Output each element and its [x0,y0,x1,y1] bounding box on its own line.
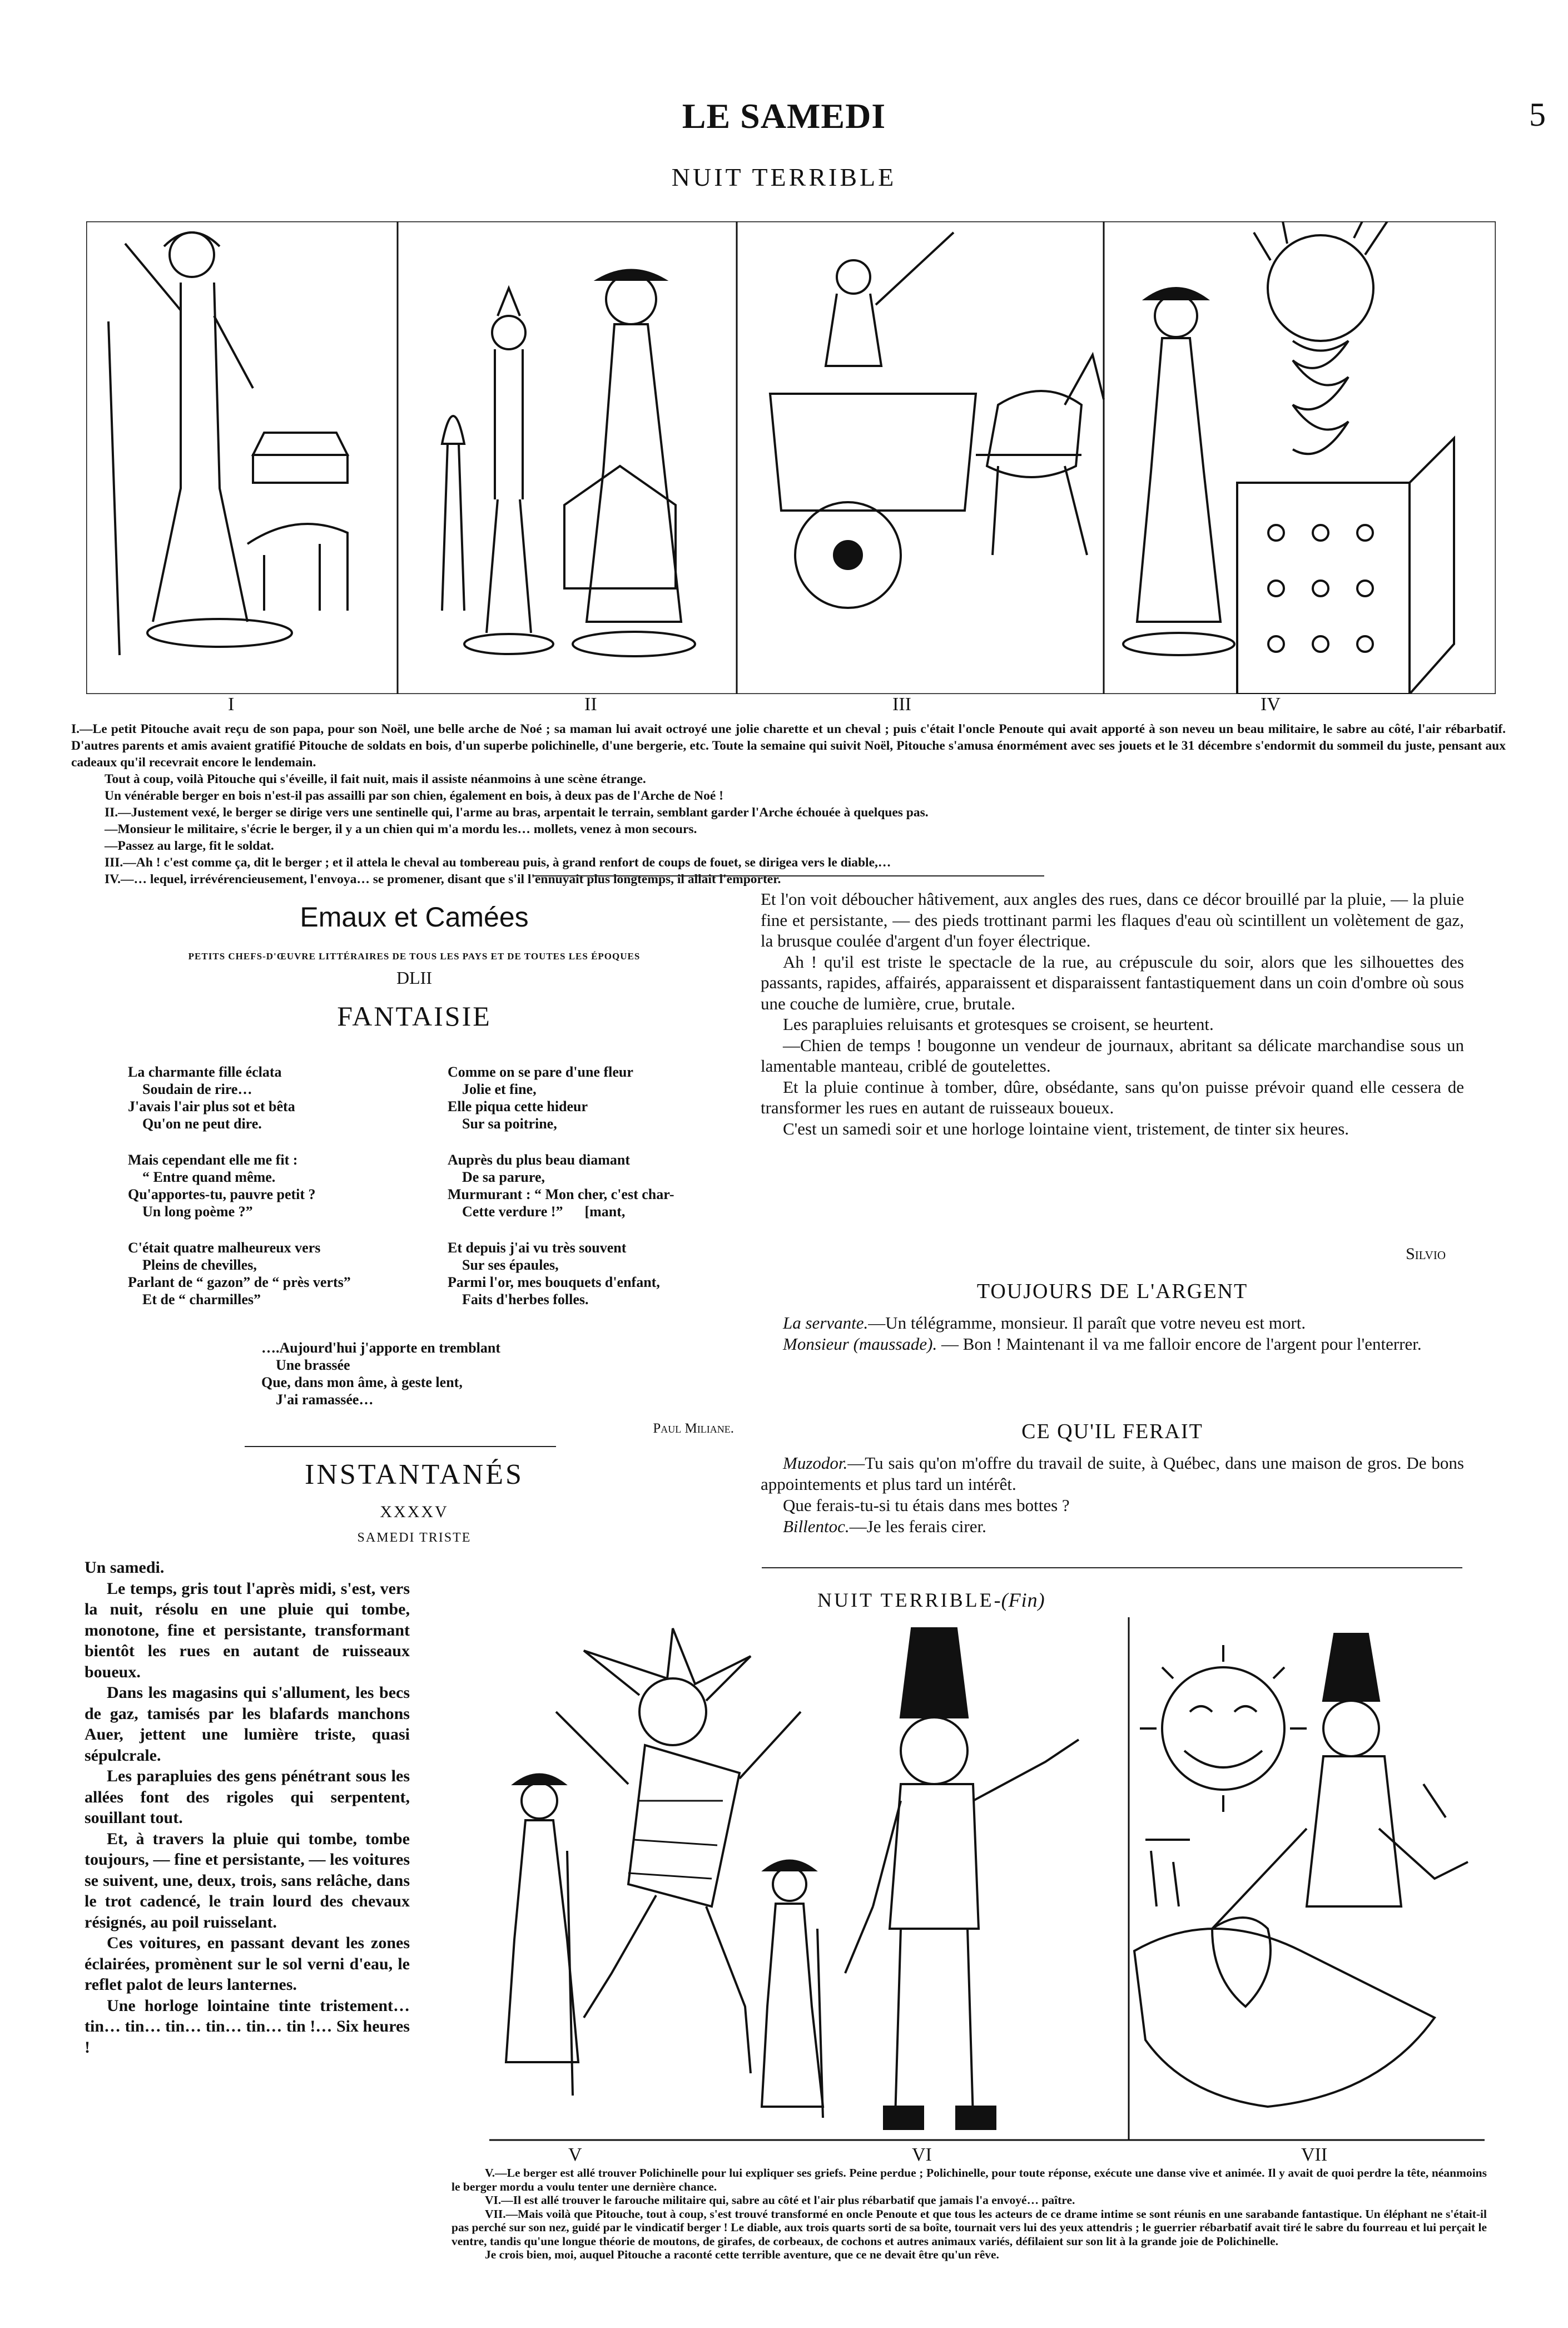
caption-paragraph: Je crois bien, moi, auquel Pitouche a raconté cette terrible aventure, que ce ne devait être qu'un rêve. [485,2248,999,2261]
instantanes-author: Silvio [1406,1245,1446,1263]
strip-bottom-title-main: NUIT TERRIBLE [817,1589,994,1611]
section-divider [762,1567,1462,1568]
poem-line: Un long poème ?” [128,1203,253,1220]
poem-line: Murmurant : “ Mon cher, c'est char- [448,1186,674,1202]
comic-strip-bottom [489,1617,1485,2146]
section-divider [245,1446,556,1447]
poem-line: Jolie et fine, [448,1081,537,1097]
instantanes-right-column [761,889,1464,1139]
poem-column-left [128,1063,417,1308]
paragraph: Le temps, gris tout l'après midi, s'est, vers la nuit, résolu en une pluie qui tombe, monotone, fine et persistante, transformant bientôt les rues en autant de ruisseaux boueux. [85,1579,410,1681]
caption-paragraph: Un vénérable berger en bois n'est-il pas assailli par son chien, également en bois, à deux pas de l'Arche de Noé ! [105,789,724,803]
paragraph: Et l'on voit déboucher hâtivement, aux angles des rues, dans ce décor brouillé par la pluie, — la pluie fine et persistante, — des pieds trottinant parmi les flaques d'eau où scintillent un volètement de gaz, la brusque coulée d'argent d'un foyer électrique. [761,889,1464,950]
page-number: 5 [1529,96,1546,133]
poem-line: Pleins de chevilles, [128,1257,257,1273]
poem-line: Qu'apportes-tu, pauvre petit ? [128,1186,316,1202]
panel-label: II [584,694,597,715]
strip-top-panel-labels [86,694,1496,722]
speaker: Monsieur (maussade). [783,1334,937,1354]
paragraph: Ah ! qu'il est triste le spectacle de la rue, au crépuscule du soir, alors que les silhouettes des passants, rapides, affairés, apparaissent et disparaissent fantastiquement dans un coin d'ombre où sous une couche de lumière, crue, brutale. [761,952,1464,1013]
poem-line: Parlant de “ gazon” de “ près verts” [128,1274,351,1290]
caption-paragraph: II.—Justement vexé, le berger se dirige vers une sentinelle qui, l'arme au bras, arpentait le terrain, semblant garder l'Arche échouée à quelques pas. [105,805,929,820]
argent-body [761,1312,1464,1355]
poem-line: Une brassée [261,1357,350,1373]
poem-author: Paul Miliane. [653,1421,734,1436]
strip-top-title: NUIT TERRIBLE [671,163,897,191]
caption-paragraph: I.—Le petit Pitouche avait reçu de son papa, pour son Noël, une belle arche de Noé ; sa maman lui avait octroyé une jolie charette et un cheval ; puis c'était l'oncle Penoute qui avait apporté à son neveu un beau militaire, le sabre au côté, l'air rébarbatif. D'autres parents et amis avaient gratifié Pitouche de soldats en bois, d'un superbe polichinelle, d'une bergerie, etc. Toute la semaine qui suivit Noël, Pitouche s'amusa énormément avec ses jouets et le 31 décembre s'endormit du sommeil du juste, pensant aux cadeaux qu'il recevrait encore le lendemain. [71,722,1506,770]
comic-strip-bottom-drawing [489,1617,1485,2146]
speaker: Muzodor. [783,1453,848,1473]
strip-bottom-caption [451,2166,1487,2262]
poem-line: J'avais l'air plus sot et bêta [128,1098,295,1115]
caption-paragraph: VI.—Il est allé trouver le farouche militaire qui, sabre au côté et l'air plus rébarbatif que jamais l'a envoyé… paître. [485,2193,1075,2207]
emaux-number: DLII [396,968,432,988]
caption-paragraph: VII.—Mais voilà que Pitouche, tout à coup, s'est trouvé transformé en oncle Penoute et que tous les acteurs de ce drame intime se sont réunis en une sarabande fantastique. Un éléphant ne s'était-il pas perché sur son nez, guidé par le vindicatif berger ! Le diable, aux trois quarts sorti de sa boîte, tournait vers lui des yeux attendris ; le guerrier rébarbatif avait tiré le sabre du fourreau et lui perçait le ventre, tandis qu'une longue théorie de moutons, de girafes, de corbeaux, de cochons et autres animaux variés, défilaient sur son lit à la grande joie de Polichinelle. [451,2207,1487,2248]
caption-paragraph: III.—Ah ! c'est comme ça, dit le berger ; et il attela le cheval au tombereau puis, à grand renfort de coups de fouet, se dirigea vers le diable,… [105,855,891,870]
paragraph: Dans les magasins qui s'allument, les becs de gaz, tamisés par les blafards manchons Auer, jettent une lumière triste, quasi sépulcrale. [85,1683,410,1765]
instantanes-subtitle: SAMEDI TRISTE [357,1530,472,1545]
poem-final-stanza [261,1339,573,1408]
poem-line: Sur sa poitrine, [448,1116,557,1132]
strip-bottom-panel-labels [489,2144,1485,2169]
paragraph: Une horloge lointaine tinte tristement… tin… tin… tin… tin… tin… tin !… Six heures ! [85,1996,410,2057]
poem-line: Que, dans mon âme, à geste lent, [261,1374,463,1390]
poem-line: Et depuis j'ai vu très souvent [448,1240,627,1256]
dialogue-line: —Je les ferais cirer. [849,1517,986,1536]
paragraph: Ces voitures, en passant devant les zones éclairées, promènent sur le sol verni d'eau, le reflet palot de leurs lanternes. [85,1934,410,1994]
speaker: La servante. [783,1313,869,1333]
argent-title: TOUJOURS DE L'ARGENT [976,1280,1248,1303]
ferait-body [761,1453,1464,1537]
speaker: Billentoc. [783,1517,850,1536]
poem-line: La charmante fille éclata [128,1064,282,1080]
poem-line: ….Aujourd'hui j'apporte en tremblant [261,1340,500,1356]
poem-line: J'ai ramassée… [261,1391,374,1408]
poem-line: Parmi l'or, mes bouquets d'enfant, [448,1274,660,1290]
ferait-title: CE QU'IL FERAIT [1021,1420,1203,1443]
poem-line: Comme on se pare d'une fleur [448,1064,633,1080]
poem-line: Soudain de rire… [128,1081,252,1097]
poem-line: Elle piqua cette hideur [448,1098,588,1115]
instantanes-left-column [85,1557,410,2058]
dialogue-line: — Bon ! Maintenant il va me falloir encore de l'argent pour l'enterrer. [937,1334,1422,1354]
poem-line: Sur ses épaules, [448,1257,559,1273]
poem-title: FANTAISIE [337,1000,492,1032]
emaux-subtitle: PETITS CHEFS-D'ŒUVRE LITTÉRAIRES DE TOUS LES PAYS ET DE TOUTES LES ÉPOQUES [188,951,641,962]
poem-line: Faits d'herbes folles. [448,1291,589,1307]
caption-paragraph: —Passez au large, fit le soldat. [105,839,274,853]
paragraph: C'est un samedi soir et une horloge lointaine vient, tristement, de tinter six heures. [783,1118,1349,1138]
strip-bottom-title [817,1588,1151,1612]
caption-paragraph: V.—Le berger est allé trouver Polichinelle pour lui expliquer ses griefs. Peine perdue ; Polichinelle, pour toute réponse, exécute une danse vive et animée. Il y avait de quoi perdre la tête, néanmoins le berger mordu a voulu tenter une dernière chance. [451,2166,1487,2193]
poem-line: Et de “ charmilles” [128,1291,261,1307]
poem-line: C'était quatre malheureux vers [128,1240,321,1256]
paragraph: Et la pluie continue à tomber, dûre, obsédante, sans qu'on puisse prévoir quand elle cessera de transformer les rues en autant de ruisseaux boueux. [761,1077,1464,1117]
poem-line: Qu'on ne peut dire. [128,1116,262,1132]
panel-label: VI [912,2144,932,2165]
newspaper-title: LE SAMEDI [682,96,886,136]
paragraph: Et, à travers la pluie qui tombe, tombe toujours, — fine et persistante, — les voitures se suivent, une, deux, trois, sans relâche, dans le trot cadencé, le train lourd des chevaux résignés, au poil ruisselant. [85,1829,410,1931]
panel-label: III [892,694,911,715]
paragraph: Les parapluies reluisants et grotesques se croisent, se heurtent. [783,1014,1214,1034]
poem-line: Cette verdure !” [mant, [448,1203,626,1220]
paragraph: Les parapluies des gens pénétrant sous les allées font des rigoles qui serpentent, souillant tout. [85,1767,410,1827]
instantanes-number: XXXXV [380,1503,449,1521]
poem-line: De sa parure, [448,1169,545,1185]
caption-paragraph: —Monsieur le militaire, s'écrie le berger, il y a un chien qui m'a mordu les… mollets, venez à mon secours. [105,822,697,836]
panel-label: V [568,2144,582,2165]
instantanes-title: INSTANTANÉS [305,1459,524,1490]
poem-line: Auprès du plus beau diamant [448,1152,630,1168]
dialogue-line: —Tu sais qu'on m'offre du travail de suite, à Québec, dans une maison de gros. De bons appointements et plus tard un intérêt. [761,1453,1464,1494]
poem-column-right [448,1063,737,1308]
panel-label: VII [1301,2144,1328,2165]
dialogue-line: —Un télégramme, monsieur. Il paraît que votre neveu est mort. [868,1313,1306,1333]
caption-paragraph: IV.—… lequel, irrévérencieusement, l'envoya… se promener, disant que s'il l'ennuyait plus longtemps, il allait l'emporter. [105,872,781,886]
comic-strip-top-drawing [86,221,1496,694]
comic-strip-top [86,221,1496,694]
caption-paragraph: Tout à coup, voilà Pitouche qui s'éveille, il fait nuit, mais il assiste néanmoins à une scène étrange. [105,772,646,786]
panel-label: I [228,694,235,715]
paragraph: —Chien de temps ! bougonne un vendeur de journaux, abritant sa délicate marchandise sous un lamentable manteau, criblé de goutelettes. [761,1035,1464,1076]
poem-line: Mais cependant elle me fit : [128,1152,298,1168]
emaux-title: Emaux et Camées [300,902,529,933]
panel-label: IV [1261,694,1281,715]
section-divider [533,875,1044,876]
strip-bottom-title-suffix: -(Fin) [994,1589,1045,1611]
poem-line: “ Entre quand même. [128,1169,276,1185]
dialogue-line: Que ferais-tu-si tu étais dans mes bottes ? [783,1495,1070,1515]
paragraph: Un samedi. [85,1558,165,1577]
strip-top-caption [71,721,1506,888]
